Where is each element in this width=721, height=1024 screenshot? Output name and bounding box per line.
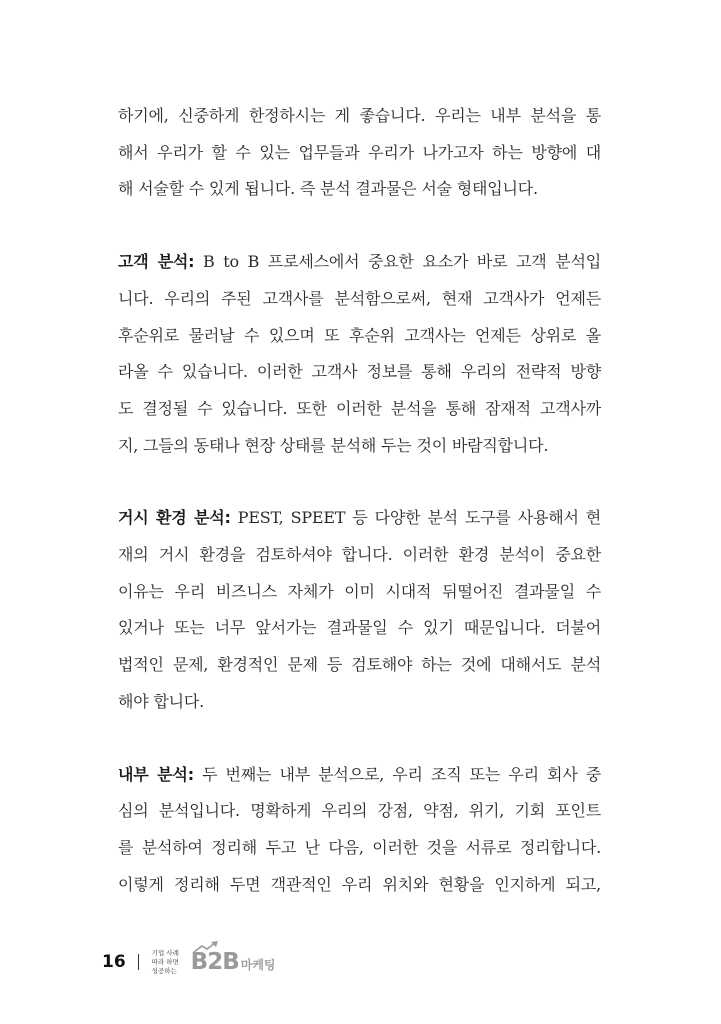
text-line: 지, 그들의 동태나 현장 상태를 분석해 두는 것이 바람직합니다.	[118, 435, 549, 455]
growth-arrow-icon	[193, 941, 219, 953]
text-line: 법적인 문제, 환경적인 문제 등 검토해야 하는 것에 대해서도 분석	[118, 655, 601, 675]
page-number: 16	[102, 952, 126, 972]
paragraph-internal-analysis	[118, 757, 601, 904]
text-line	[118, 757, 601, 794]
section-term: 내부 분석:	[118, 764, 194, 784]
text-line: 후순위로 물러날 수 있으며 또 후순위 고객사는 언제든 상위로 올	[118, 325, 601, 345]
text-line: 도 결정될 수 있습니다. 또한 이러한 분석을 통해 잠재적 고객사까	[118, 398, 601, 418]
book-subtitle-line: 따라 하면	[151, 957, 179, 966]
section-term: 거시 환경 분석:	[118, 508, 231, 528]
text-line-rest: PEST, SPEET 등 다양한 분석 도구를 사용해서 현	[230, 508, 601, 528]
book-logo-b2b: B2B	[190, 949, 239, 975]
text-line: 있거나 또는 너무 앞서가는 결과물일 수 있기 때문입니다. 더불어	[118, 618, 601, 638]
text-line	[118, 500, 601, 537]
paragraph-intro	[118, 98, 601, 208]
text-line: 하기에, 신중하게 한정하시는 게 좋습니다. 우리는 내부 분석을 통	[118, 106, 601, 125]
book-subtitle	[152, 949, 188, 976]
book-title-suffix: 마케팅	[240, 958, 276, 972]
paragraph-macro-environment	[118, 500, 601, 720]
text-line: 이유는 우리 비즈니스 자체가 이미 시대적 뒤떨어진 결과물일 수	[118, 581, 601, 601]
page-footer	[102, 940, 276, 984]
text-line: 니다. 우리의 주된 고객사를 분석함으로써, 현재 고객사가 언제든	[118, 288, 601, 308]
footer-divider	[138, 954, 139, 970]
text-line: 재의 거시 환경을 검토하셔야 합니다. 이러한 환경 분석이 중요한	[118, 545, 601, 565]
book-subtitle-line: 기업 사례	[151, 948, 179, 957]
text-line: 해야 합니다.	[118, 691, 205, 711]
book-subtitle-line: 성공하는	[151, 966, 177, 975]
text-line: 이렇게 정리해 두면 객관적인 우리 위치와 현황을 인지하게 되고,	[118, 874, 601, 894]
paragraph-customer-analysis	[118, 244, 601, 464]
section-term: 고객 분석:	[118, 252, 195, 272]
text-line-rest: B to B 프로세스에서 중요한 요소가 바로 고객 분석입	[194, 252, 601, 272]
book-logo	[191, 949, 276, 975]
text-line: 심의 분석입니다. 명확하게 우리의 강점, 약점, 위기, 기회 포인트	[118, 801, 601, 821]
text-line: 를 분석하여 정리해 두고 난 다음, 이러한 것을 서류로 정리합니다.	[118, 837, 601, 857]
text-line: 해서 우리가 할 수 있는 업무들과 우리가 나가고자 하는 방향에 대	[118, 142, 601, 162]
page-body	[118, 98, 601, 939]
text-line-rest: 두 번째는 내부 분석으로, 우리 조직 또는 우리 회사 중	[193, 764, 602, 784]
text-line	[118, 244, 601, 281]
text-line: 해 서술할 수 있게 됩니다. 즉 분석 결과물은 서술 형태입니다.	[118, 179, 538, 199]
text-line: 라올 수 있습니다. 이러한 고객사 정보를 통해 우리의 전략적 방향	[118, 362, 601, 382]
